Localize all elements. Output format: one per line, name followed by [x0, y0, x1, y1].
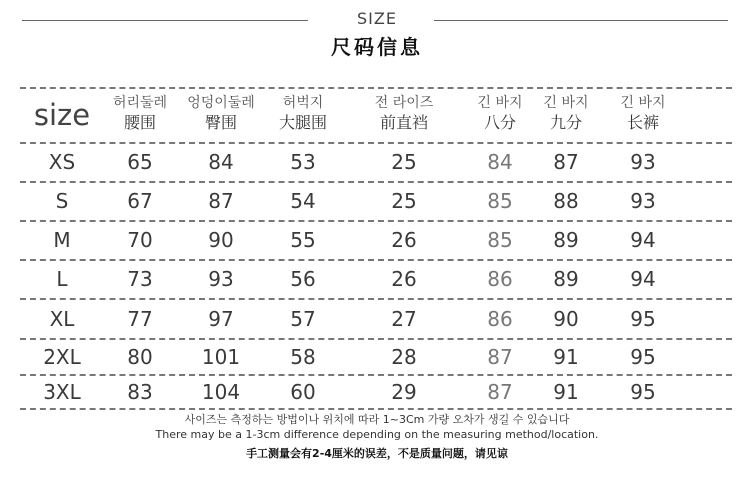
- table-cell: 25: [391, 150, 417, 174]
- table-cell: 91: [553, 380, 579, 404]
- table-cell: 86: [487, 307, 513, 331]
- size-column-header: size: [33, 98, 91, 132]
- table-cell: 26: [391, 228, 417, 252]
- table-cell: 83: [127, 380, 153, 404]
- footer-english-note: There may be a 1-3cm difference depending on the measuring method/location.: [155, 428, 599, 441]
- table-cell: 95: [630, 345, 656, 369]
- table-cell: 58: [290, 345, 316, 369]
- table-cell: 73: [127, 267, 153, 291]
- table-cell: 85: [487, 228, 513, 252]
- column-header-korean: 긴 바지: [477, 95, 523, 111]
- table-cell: 87: [553, 150, 579, 174]
- column-header-korean: 전 라이즈: [374, 95, 434, 111]
- table-cell: 28: [391, 345, 417, 369]
- size-label: 3XL: [43, 380, 81, 404]
- table-cell: 70: [127, 228, 153, 252]
- table-cell: 29: [391, 380, 417, 404]
- table-cell: 95: [630, 380, 656, 404]
- table-cell: 53: [290, 150, 316, 174]
- column-header: [180, 94, 262, 140]
- footer-korean-note: 사이즈는 측정하는 방법이나 위치에 따라 1~3Cm 가량 오차가 생길 수 있습니다: [184, 413, 570, 426]
- table-cell: 89: [553, 228, 579, 252]
- table-cell: 55: [290, 228, 316, 252]
- column-header: [466, 94, 534, 140]
- table-cell: 56: [290, 267, 316, 291]
- table-cell: 86: [487, 267, 513, 291]
- table-cell: 87: [487, 380, 513, 404]
- table-cell: 26: [391, 267, 417, 291]
- table-cell: 67: [127, 189, 153, 213]
- column-header: [262, 94, 344, 140]
- table-cell: 27: [391, 307, 417, 331]
- column-header: [598, 94, 688, 140]
- table-cell: 84: [487, 150, 513, 174]
- table-cell: 94: [630, 267, 656, 291]
- column-header: [100, 94, 180, 140]
- column-header-korean: 엉덩이둘레: [187, 95, 255, 111]
- column-header: [344, 94, 464, 140]
- size-heading: SIZE: [357, 9, 397, 28]
- column-header-chinese: 前直裆: [379, 113, 428, 132]
- table-cell: 90: [208, 228, 234, 252]
- table-cell: 57: [290, 307, 316, 331]
- table-cell: 84: [208, 150, 234, 174]
- table-cell: 91: [553, 345, 579, 369]
- column-header-chinese: 九分: [549, 113, 582, 132]
- column-header-korean: 긴 바지: [543, 95, 589, 111]
- column-header-chinese: 臀围: [204, 113, 237, 132]
- table-cell: 93: [630, 189, 656, 213]
- table-cell: 97: [208, 307, 234, 331]
- table-cell: 101: [201, 345, 241, 369]
- table-cell: 87: [487, 345, 513, 369]
- column-header-korean: 긴 바지: [620, 95, 666, 111]
- table-cell: 95: [630, 307, 656, 331]
- column-header: [534, 94, 598, 140]
- size-label: M: [53, 228, 71, 252]
- size-label: 2XL: [43, 345, 81, 369]
- size-label: XL: [49, 307, 75, 331]
- column-header-chinese: 长裤: [626, 113, 659, 132]
- table-cell: 104: [201, 380, 241, 404]
- table-cell: 85: [487, 189, 513, 213]
- table-cell: 65: [127, 150, 153, 174]
- footer-chinese-note: 手工测量会有2-4厘米的误差，不是质量问题，请见谅: [246, 447, 508, 460]
- page-title: 尺码信息: [331, 35, 423, 59]
- table-cell: 25: [391, 189, 417, 213]
- row-divider: [20, 87, 732, 89]
- table-cell: 80: [127, 345, 153, 369]
- table-cell: 93: [630, 150, 656, 174]
- size-label: XS: [48, 150, 76, 174]
- column-header-chinese: 腰围: [123, 113, 156, 132]
- row-divider: [20, 408, 732, 410]
- column-header-chinese: 大腿围: [278, 113, 327, 132]
- table-cell: 93: [208, 267, 234, 291]
- table-cell: 77: [127, 307, 153, 331]
- table-cell: 90: [553, 307, 579, 331]
- column-header-korean: 허리둘레: [112, 95, 168, 111]
- table-cell: 94: [630, 228, 656, 252]
- table-cell: 89: [553, 267, 579, 291]
- table-cell: 60: [290, 380, 316, 404]
- table-cell: 54: [290, 189, 316, 213]
- table-cell: 87: [208, 189, 234, 213]
- column-header-chinese: 八分: [483, 113, 516, 132]
- column-header-korean: 허벅지: [282, 95, 324, 111]
- size-label: L: [56, 267, 68, 291]
- table-cell: 88: [553, 189, 579, 213]
- size-label: S: [55, 189, 69, 213]
